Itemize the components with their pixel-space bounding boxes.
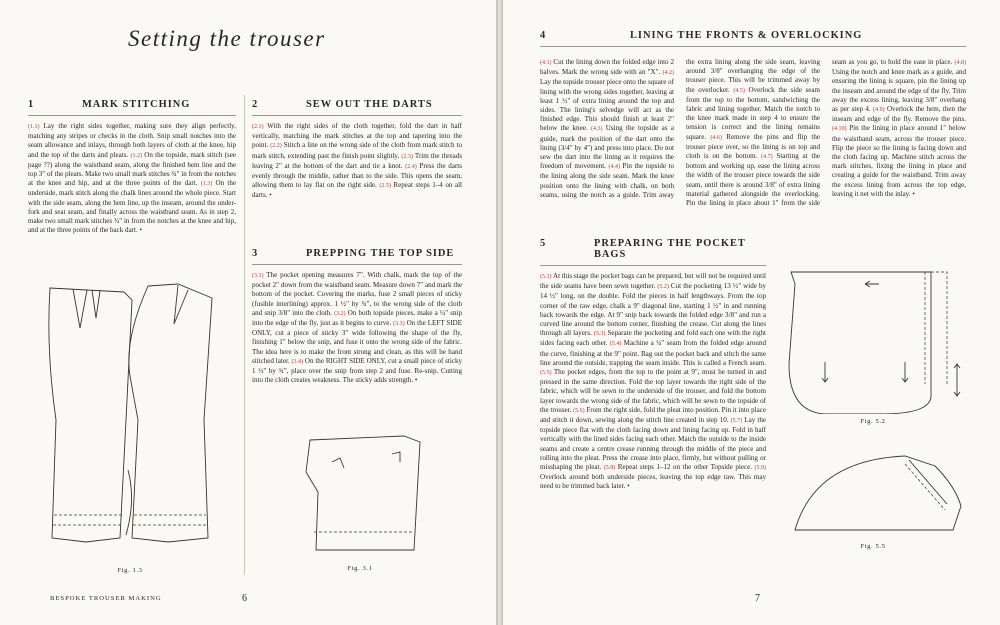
left-page bbox=[0, 0, 496, 625]
step-number: (4.10) bbox=[832, 126, 847, 133]
step-text: Remove the pins and flip the trouser piece over, so the lining is on top and cloth is on the bottom. bbox=[686, 132, 820, 161]
pocket-edge bbox=[909, 460, 947, 504]
pocket-opening-illustration bbox=[296, 432, 426, 557]
section-title: SEW OUT THE DARTS bbox=[306, 99, 433, 110]
step-number: (2.1) bbox=[252, 124, 264, 130]
step-number: (5.3) bbox=[593, 331, 606, 338]
step-text: The pocket opening measures 7". With chalk, mark the top of the pocket 2" down from the waistband seam. Measure down 7" and mark the bottom of the pocket. Covering the marks, fuse 2 small pieces of sticky (fusible interlining) approx. 1 ½" by ¾", to the wrong side of the cloth and snip 3/8" into the cloth. bbox=[252, 271, 462, 317]
step-number: (4.6) bbox=[710, 134, 722, 141]
step-number: (5.2) bbox=[657, 284, 669, 291]
pocket-bag-piece bbox=[789, 272, 931, 414]
sticky-patch bbox=[392, 452, 400, 462]
step-number: (4.8) bbox=[954, 60, 966, 66]
step-number: (4.2) bbox=[662, 70, 674, 77]
step-number: (4.3) bbox=[590, 126, 603, 133]
page-number: 7 bbox=[755, 593, 760, 604]
step-text: Overlock the side seam from the top to the bottom, sandwiching the fabric and lining together. Match the notch to the knee mark made in step 4 to ensure the tension is correct and the lining remains square. bbox=[686, 85, 820, 141]
step-number: (5.1) bbox=[540, 274, 552, 280]
topside-pattern-piece bbox=[49, 288, 132, 542]
pleat bbox=[92, 290, 100, 318]
step-text: Repeat steps 1–4 on all darts. • bbox=[252, 181, 462, 200]
step-number: (4.7) bbox=[761, 154, 773, 161]
step-text: Using the topside as a guide, mark the position of the dart onto the lining (3/4" by 4") and press into place. Do not sew the dart into the lining as it requires the freedom of movement. bbox=[540, 124, 675, 171]
section-1-heading bbox=[28, 99, 236, 116]
step-text: Pin the topside to the lining along the side seam. Mark the knee position onto the lining with chalk, on both seams, using the notch as a guide. Trim away the extra lining along the side seam, leaving around 3/8" overhanging the edge of the trouser piece. This will be trimmed away by the overlocker. bbox=[540, 58, 820, 199]
step-text: On both topside pieces, make a ¼" snip into the edge of the fly, just as it begins to curve. bbox=[252, 308, 462, 328]
step-number: (3.2) bbox=[334, 310, 346, 317]
step-number: (4.9) bbox=[873, 107, 885, 114]
section-4 bbox=[540, 30, 966, 53]
arrow-icon bbox=[865, 281, 879, 287]
chapter-title: Setting the trouser bbox=[128, 26, 326, 51]
fly-piece bbox=[126, 470, 132, 535]
step-number: (2.3) bbox=[401, 153, 413, 160]
section-number: 1 bbox=[28, 99, 35, 110]
french-seam-illustration bbox=[785, 446, 965, 536]
right-page bbox=[503, 0, 1000, 625]
step-number: (3.4) bbox=[291, 358, 304, 365]
double-arrow-icon bbox=[954, 364, 960, 396]
step-number: (5.4) bbox=[609, 341, 622, 348]
section-number: 2 bbox=[252, 99, 259, 110]
section-title: PREPARING THE POCKET BAGS bbox=[594, 238, 746, 260]
arrow-icon bbox=[822, 362, 828, 382]
hem-line bbox=[133, 515, 207, 525]
section-3-heading bbox=[252, 248, 462, 265]
figure-caption: Fig. 5.2 bbox=[860, 418, 886, 425]
step-text: Repeat steps 1–12 on the other Topside piece. bbox=[615, 463, 755, 472]
section-number: 3 bbox=[252, 248, 259, 259]
step-number: (2.5) bbox=[379, 183, 391, 190]
figure-caption: Fig. 5.5 bbox=[860, 543, 886, 550]
section-3 bbox=[252, 248, 462, 385]
step-number: (1.3) bbox=[200, 181, 213, 188]
step-text: Starting at the bottom and working up, ease the lining across the width of the trouser piece towards the side seam, until there is around 3/8" of extra lining material gathered alongside the overlocking. Pin the lining in place about 1" from the side seam as you go, to hold the ease in place. bbox=[686, 58, 955, 208]
step-number: (5.7) bbox=[730, 418, 743, 425]
section-number: 5 bbox=[540, 238, 547, 249]
step-text: On the underside, mark stitch along the chalk lines around the whole piece. Start with the side seam, along the hem line, up the inseam, around the under-fork and seat seam, and finally across the waistband seam. As in step 2, make two small mark stitches ¾" in from the notches at the knee and hip, and at the three points of the back dart. • bbox=[28, 179, 236, 235]
step-text: Cut the lining down the folded edge into 2 halves. Mark the wrong side with an "X". bbox=[540, 58, 674, 77]
step-number: (4.1) bbox=[540, 60, 552, 66]
sticky-patch bbox=[332, 458, 344, 468]
section-1-body bbox=[28, 122, 236, 235]
step-number: (1.2) bbox=[130, 152, 142, 159]
step-text: Lay the topside trouser piece onto the square of lining with the wrong sides together, leaving at least 1 ½" of extra lining around the top and sides. The lining's selvedge will act as the finished edge. This should finish at least 2" below the knee. bbox=[540, 78, 674, 133]
column-divider bbox=[244, 95, 245, 575]
step-text: Using the notch and knee mark as a guide, and ensuring the lining is square, pin the lining up the inseam and around the edge of the fly. Trim away the excess lining, leaving 3/8" overhang as per step 4. bbox=[832, 68, 966, 114]
section-1 bbox=[28, 99, 236, 235]
arrow-icon bbox=[902, 362, 908, 382]
section-4-heading bbox=[540, 30, 966, 47]
step-text: Overlock the hem, then the inseam and edge of the fly. Remove the pins. bbox=[832, 105, 966, 124]
step-text: Cut the pocketing 13 ½" wide by 14 ½" long, on the double. Fold the pieces in half lengthways. From the top corner of the raw edge, chalk a 9" diagonal line, starting 1 ½" in and running back towards the edge. At 9" snip back towards the folded edge 3/8" and run a curved line around the bottom corner, finishing the crease. Cut along the lines through all layers. bbox=[540, 282, 766, 338]
step-text: The pocket edges, from the top to the point at 9", must be turned in and pressed in the same direction. Fold the top layer towards the right side of the fabric, which will be sewn to the underside of the trouser, and fold the bottom layer towards the wrong side of the fabric, which will be sewn to the topside of the trouser. bbox=[540, 368, 766, 414]
step-text: Overlock around both underside pieces, leaving the top edge raw. This may need to be trimmed back later. • bbox=[540, 473, 766, 491]
section-number: 4 bbox=[540, 30, 547, 41]
pocket-bag-folded bbox=[795, 456, 961, 530]
stitch-line bbox=[905, 464, 945, 510]
step-text: Separate the pocketing and fold each one with the right sides facing each other. bbox=[540, 329, 766, 348]
step-text: On the LEFT SIDE ONLY, cut a piece of sticky 3" wide following the shape of the fly, finishing 1" below the snip, and fuse it onto the wrong side of the fabric. The idea here is to make the front strong and clean, as this will be hand stitched later. bbox=[252, 319, 463, 365]
step-text: At this stage the pocket bags can be prepared, but will not be required until the side seams have been sewn together. bbox=[540, 272, 766, 291]
step-text: Trim the threads leaving 2" at the bottom of the dart and tie a knot. bbox=[252, 151, 462, 170]
section-5 bbox=[540, 238, 766, 492]
step-number: (3.1) bbox=[252, 273, 264, 279]
step-number: (2.2) bbox=[270, 143, 282, 150]
step-number: (1.1) bbox=[28, 124, 40, 130]
trouser-pattern-illustration bbox=[28, 280, 236, 565]
step-text: On the RIGHT SIDE ONLY, cut a small piece of sticky 1 ½" by ¾", place over the snip from step 2 and fuse. Re-snip. Cutting into the cloth creates weakness. The sticky adds strength. • bbox=[252, 356, 463, 385]
step-number: (2.4) bbox=[405, 163, 417, 170]
step-text: With the right sides of the cloth together, fold the dart in half vertically, matching the mark stitches at the top and tapering into the point. bbox=[252, 122, 462, 150]
section-5-body bbox=[540, 272, 766, 492]
section-title: MARK STITCHING bbox=[82, 99, 191, 110]
step-number: (5.8) bbox=[603, 465, 616, 472]
running-footer: BESPOKE TROUSER MAKING bbox=[50, 595, 162, 602]
figure-caption: Fig. 3.1 bbox=[347, 565, 373, 572]
step-number: (5.5) bbox=[540, 370, 552, 377]
step-number: (3.3) bbox=[393, 321, 405, 328]
step-number: (4.4) bbox=[608, 164, 620, 171]
step-text: From the right side, fold the pleat into position. Pin it into place and stitch it down, sewing along the stitch line created in step 10. bbox=[540, 405, 767, 425]
step-text: Stitch a line on the wrong side of the cloth from mark stitch to mark stitch, extending past the finish point slightly. bbox=[252, 141, 463, 160]
step-number: (5.9) bbox=[754, 465, 766, 472]
pocket-bag-illustration bbox=[785, 264, 965, 414]
topside-piece bbox=[306, 436, 420, 550]
fold-line bbox=[925, 272, 947, 384]
step-number: (5.6) bbox=[573, 407, 585, 414]
section-title: PREPPING THE TOP SIDE bbox=[306, 248, 455, 259]
step-text: Machine a ¼" seam from the folded edge around the curve, finishing at the 9" point. Bag out the pocket back and stitch the same line around the outside, trapping the seam inside. This is called a French seam. bbox=[540, 339, 766, 367]
hem-line bbox=[53, 515, 122, 525]
step-text: Lay the topside piece flat with the cloth facing down and lining facing up. Fold in half vertically with the lined sides facing each other. Match the outside to the inside seams and create a centre crease running through the middle of the piece and rolling into the pleat. Press the crease into place, firmly, but without pulling or misshaping the pleat. bbox=[540, 416, 766, 472]
section-title: LINING THE FRONTS & OVERLOCKING bbox=[630, 30, 863, 41]
step-text: On the topside, mark stitch (see page ??) along the waistband seam, along the finished hem line and the top 3" of the pleats. Make two small mark stitches ¾" in from the notches at the knee and hip, and at the three points of the dart. bbox=[28, 150, 236, 188]
section-2-body bbox=[252, 122, 462, 201]
section-4-body bbox=[540, 58, 966, 222]
section-5-heading bbox=[540, 238, 766, 266]
figure-caption: Fig. 1.3 bbox=[117, 567, 143, 574]
book-gutter bbox=[496, 0, 503, 625]
page-number: 6 bbox=[242, 593, 247, 604]
step-text: Lay the right sides together, making sure they align perfectly, matching any stripes or checks in the cloth. Snip small notches into the seam allowance and inlays, through both layers of cloth at the knee, hip and the top of the darts and pleats. bbox=[28, 122, 236, 159]
step-text: Press the darts evenly through the middle, rather than to the side. This opens the seam, allowing them to lay flat on the right side. bbox=[252, 161, 462, 190]
section-3-body bbox=[252, 271, 462, 385]
back-dart bbox=[174, 285, 188, 324]
section-2-heading bbox=[252, 99, 462, 116]
step-number: (4.5) bbox=[733, 87, 745, 94]
dart bbox=[73, 289, 87, 328]
step-text: Pin the lining in place around 1" below the waistband seam, across the trouser piece. Flip the piece so the lining is facing down and the cloth facing up. Machine stitch across the mark stitches, fixing the lining in place and creating a guide for the waistband. Trim away the excess lining from across the top edge, leaving it net with the inlay. • bbox=[832, 124, 966, 198]
section-2 bbox=[252, 99, 462, 201]
underside-pattern-piece bbox=[129, 284, 212, 542]
